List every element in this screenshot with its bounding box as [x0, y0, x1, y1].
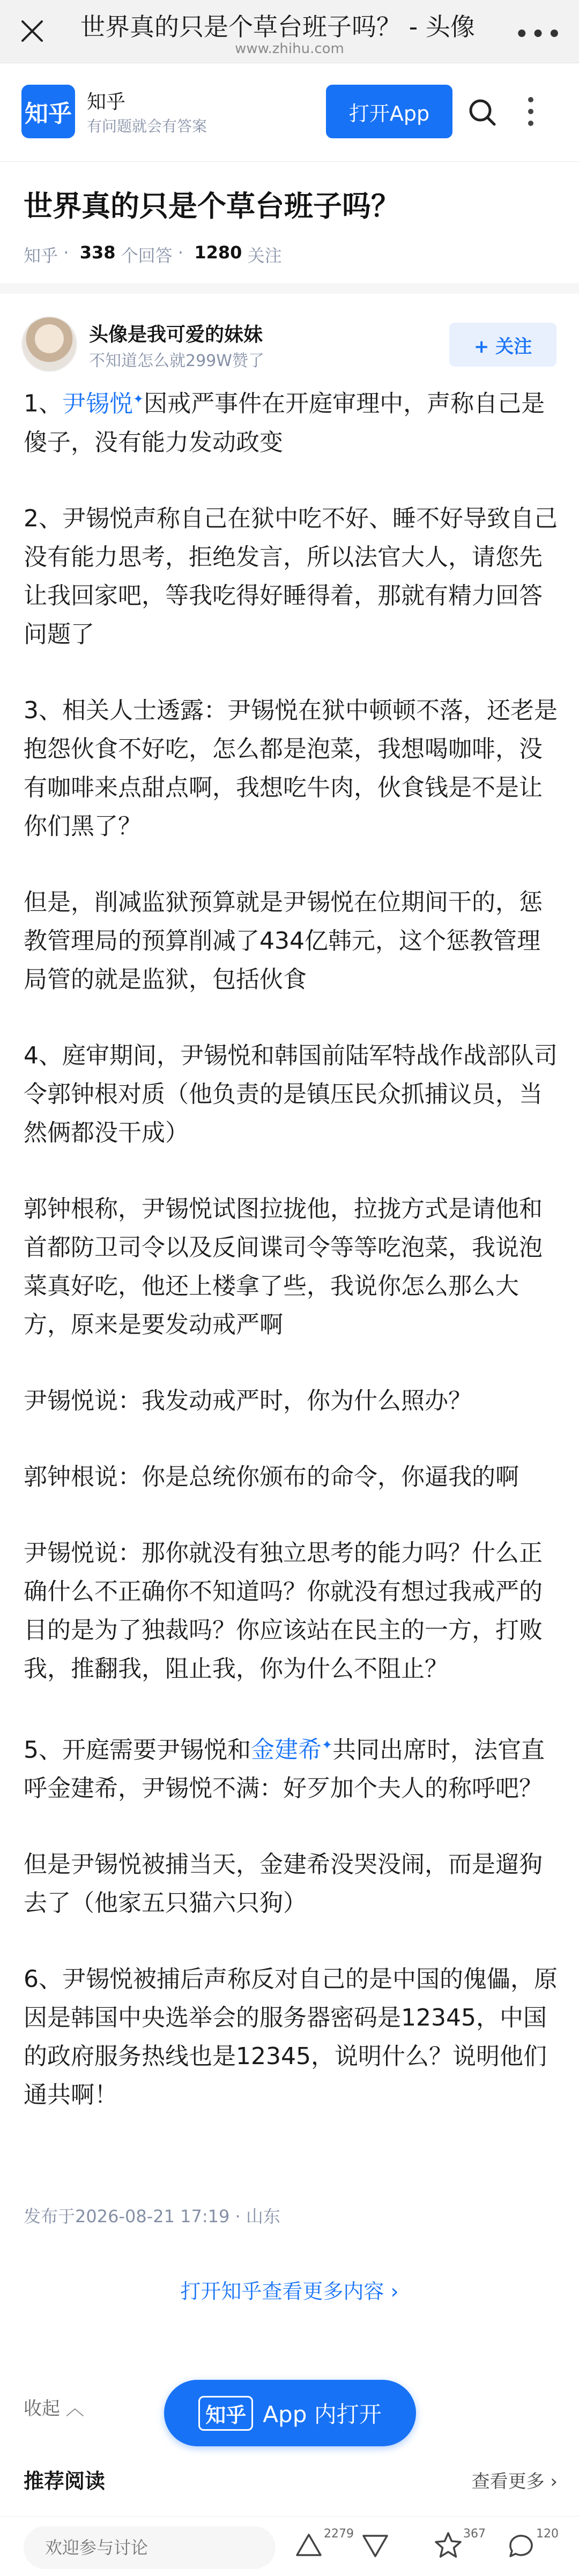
- sparkle-icon: ✦: [133, 391, 144, 406]
- open-zhihu-more-link[interactable]: 打开知乎查看更多内容 ›: [180, 2280, 399, 2303]
- paragraph: 3、相关人士透露：尹锡悦在狱中顿顿不落，还老是抱怨伙食不好吃，怎么都是泡菜，我想喝咖啡，没有咖啡来点甜点啊，我想吃牛肉，伙食钱是不是让你们黑了？: [24, 696, 558, 840]
- collapse-button[interactable]: 收起 ︿: [24, 2398, 84, 2419]
- meta-space: [116, 242, 121, 267]
- paragraph: [24, 379, 558, 462]
- paragraph: 尹锡悦说：我发动戒严时，你为什么照办？: [24, 1387, 472, 1414]
- open-in-app-floating-button[interactable]: [164, 2380, 416, 2446]
- paragraph: 但是，削减监狱预算就是尹锡悦在位期间干的，惩教管理局的预算削减了434亿韩元，这个惩教管理局管的就是监狱，包括伙食: [24, 888, 543, 993]
- question-block: [0, 162, 579, 283]
- paragraph-text: 1、: [24, 390, 62, 418]
- question-title[interactable]: 世界真的只是个草台班子吗？: [24, 189, 400, 223]
- site-slogan: 有问题就会有答案: [87, 117, 207, 135]
- comment-button[interactable]: [506, 2527, 559, 2568]
- topic-link-text: 金建希: [251, 1736, 322, 1764]
- followers-count: 1280: [194, 242, 242, 263]
- author-name[interactable]: 头像是我可爱的妹妹: [89, 324, 263, 346]
- zhihu-logo[interactable]: 知乎: [21, 85, 75, 138]
- search-icon[interactable]: [465, 95, 500, 130]
- paragraph: 郭钟根称，尹锡悦试图拉拢他，拉拢方式是请他和首都防卫司令以及反间谍司令等等吃泡菜，我说泡菜真好吃，他还上楼拿了些，我说你怎么那么大方，原来是要发动戒严啊: [24, 1195, 543, 1338]
- paragraph: 4、庭审期间，尹锡悦和韩国前陆军特战作战部队司令郭钟根对质（他负责的是镇压民众抓捕议员，当然俩都没干成）: [24, 1041, 558, 1146]
- recommend-heading: 推荐阅读: [24, 2469, 106, 2493]
- upvote-count: 2279: [324, 2527, 354, 2541]
- browser-more-icon[interactable]: •••: [514, 19, 563, 49]
- upvote-button[interactable]: [294, 2527, 354, 2568]
- kebab-menu-icon[interactable]: [515, 89, 547, 134]
- topic-link-yoon[interactable]: [62, 390, 144, 418]
- avatar[interactable]: [21, 316, 77, 372]
- paragraph: 2、尹锡悦声称自己在狱中吃不好、睡不好导致自己没有能力思考，拒绝发言，所以法官大人，请您先让我回家吧，等我吃得好睡得着，那就有精力回答问题了: [24, 504, 558, 648]
- topic-link-kim[interactable]: [251, 1736, 332, 1763]
- open-app-button[interactable]: 打开App: [326, 85, 452, 138]
- browser-title: 世界真的只是个草台班子吗？ - 头像: [80, 12, 475, 41]
- favorite-count: 367: [463, 2527, 486, 2541]
- star-icon: [433, 2530, 463, 2560]
- paragraph: 6、尹锡悦被捕后声称反对自己的是中国的傀儡，原因是韩国中央选举会的服务器密码是12345，中国的政府服务热线也是12345，说明什么？说明他们通共啊！: [24, 1965, 558, 2109]
- paragraph-text: 共同出席时，法官直呼金建希，尹锡悦不满：好歹加个夫人的称呼吧？: [24, 1736, 545, 1803]
- zhihu-mini-logo: 知乎: [198, 2396, 253, 2431]
- meta-dot: ·: [58, 242, 80, 263]
- downvote-button[interactable]: [360, 2530, 409, 2568]
- paragraph: [24, 1726, 558, 1808]
- author-description: 不知道怎么就299W赞了: [89, 352, 264, 370]
- close-icon[interactable]: [16, 15, 48, 47]
- browser-bar: [0, 0, 579, 63]
- comment-input[interactable]: [24, 2526, 276, 2569]
- follow-button[interactable]: + 关注: [449, 323, 556, 367]
- paragraph: 尹锡悦说：那你就没有独立思考的能力吗？什么正确什么不正确你不知道吗？你就没有想过我戒严的目的是为了独裁吗？你应该站在民主的一方，打败我，推翻我，阻止我，你为什么不阻止？: [24, 1539, 543, 1682]
- publish-info: 发布于2026-08-21 17:19 · 山东: [24, 2206, 280, 2227]
- meta-space: [242, 242, 247, 267]
- answers-count: 338: [79, 242, 116, 263]
- answers-label: 个回答: [121, 245, 173, 266]
- paragraph: 郭钟根说：你是总统你颁布的命令，你逼我的啊: [24, 1463, 519, 1491]
- paragraph: 但是尹锡悦被捕当天，金建希没哭没闹，而是遛狗去了（他家五只猫六只狗）: [24, 1851, 543, 1917]
- question-meta: [24, 242, 282, 267]
- sparkle-icon: ✦: [322, 1737, 333, 1753]
- author-block: [0, 294, 579, 379]
- site-name: 知乎: [87, 91, 126, 113]
- browser-domain: www.zhihu.com: [235, 41, 344, 57]
- section-divider: [0, 283, 579, 294]
- open-in-app-label: App 内打开: [263, 2401, 382, 2428]
- paragraph-text: 5、开庭需要尹锡悦和: [24, 1736, 251, 1764]
- comment-count: 120: [536, 2527, 559, 2541]
- question-source: 知乎: [24, 245, 58, 266]
- bottom-action-bar: [0, 2516, 579, 2576]
- site-header: [0, 63, 579, 162]
- view-more-link[interactable]: 查看更多 ›: [471, 2471, 558, 2492]
- upvote-icon: [294, 2530, 324, 2560]
- topic-link-text: 尹锡悦: [62, 390, 133, 418]
- answer-content: [24, 379, 558, 2152]
- downvote-icon: [360, 2530, 390, 2560]
- paragraph-text: 因戒严事件在开庭审理中，声称自己是傻子，没有能力发动政变: [24, 390, 545, 456]
- favorite-button[interactable]: [433, 2527, 486, 2568]
- followers-label: 关注: [247, 245, 282, 266]
- comment-icon: [506, 2530, 536, 2560]
- meta-dot: ·: [172, 242, 195, 263]
